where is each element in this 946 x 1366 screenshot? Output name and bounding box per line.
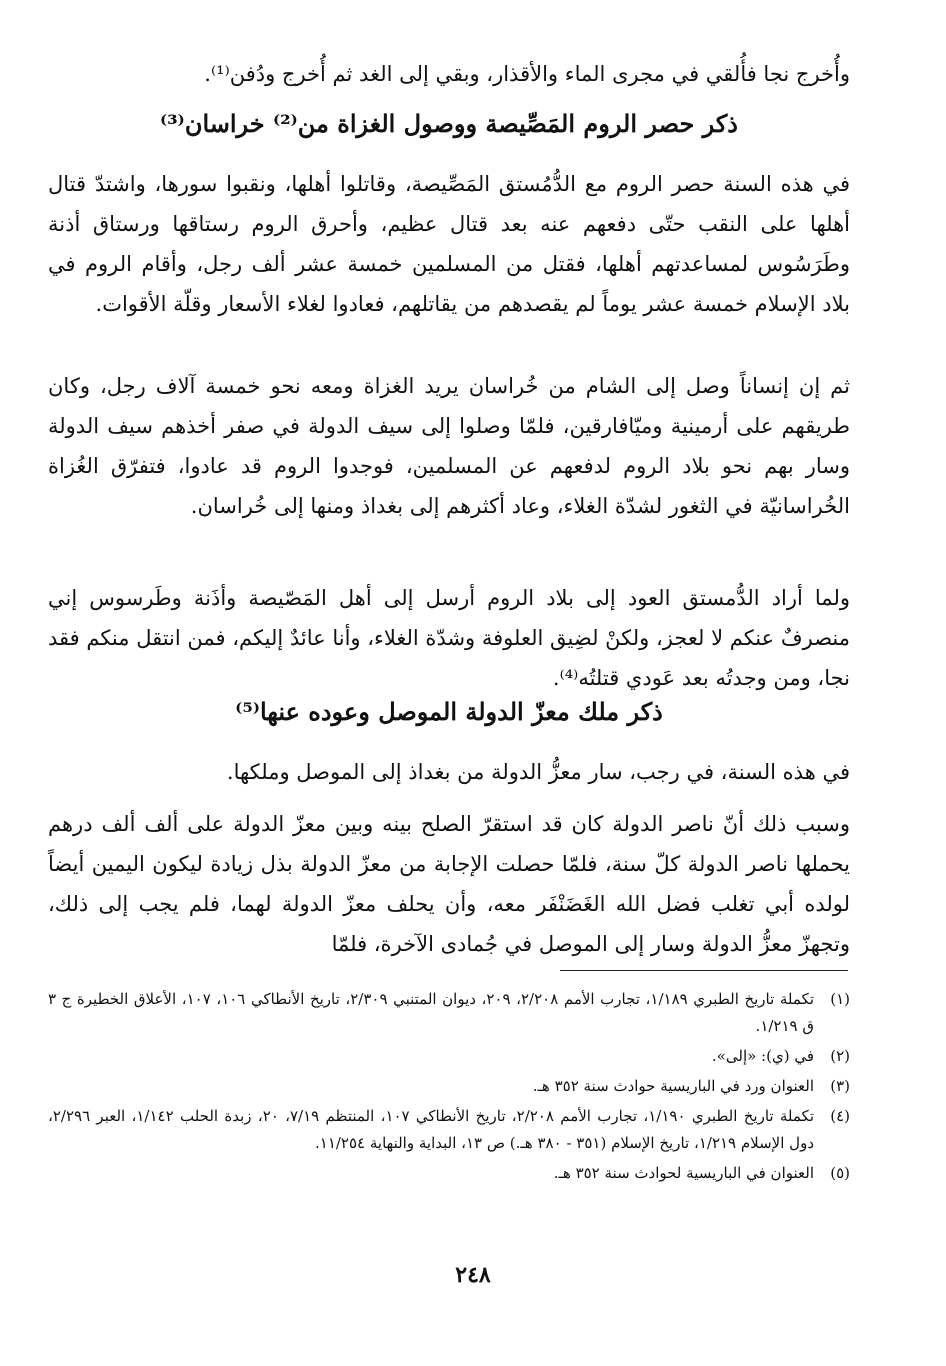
footnote-5 [48, 1160, 850, 1187]
footnote-number: (٥) [830, 1164, 850, 1182]
footnote-text: العنوان في الباريسية لحوادث سنة ٣٥٢ هـ. [553, 1164, 814, 1182]
footnotes [48, 986, 850, 1190]
page-number: ٢٤٨ [455, 1262, 491, 1288]
footnote-2 [48, 1043, 850, 1070]
footnote-number: (٤) [830, 1107, 850, 1125]
top-line-block [48, 54, 850, 94]
paragraph-2: ثم إن إنساناً وصل إلى الشام من خُراسان يريد الغزاة ومعه نحو خمسة آلاف رجل، وكان طريقهم على أرمينية وميّافارقين، فلمّا وصلوا إلى سيف الدولة في صفر أخذهم سيف الدولة وسار بهم نحو بلاد الروم لدفعهم عن المسلمين، فوجدوا الروم قد عادوا، فتفرّق الغُزاة الخُراسانيّة في الثغور لشدّة الغلاء، وعاد أكثرهم إلى بغداذ ومنها إلى خُراسان. [48, 374, 850, 518]
footnote-text: تكملة تاريخ الطبري ١/١٩٠، تجارب الأمم ٢/٢٠٨، تاريخ الأنطاكي ١٠٧، المنتظم ٧/١٩، ٢٠، زبدة الحلب ١/١٤٢، العبر ٢/٢٩٦، دول الإسلام ١/٢١٩، تاريخ الإسلام (٣٥١ - ٣٨٠ هـ.) ص ١٣، البداية والنهاية ١١/٢٥٤. [48, 1107, 815, 1152]
paragraph-3: ولما أراد الدُّمستق العود إلى بلاد الروم أرسل إلى أهل المَصّيصة وأذَنة وطَرسوس إني منصرفٌ عنكم لا لعجز، ولكنْ لضِيق العلوفة وشدّة الغلاء، وأنا عائدٌ إليكم، فمن انتقل منكم فقد نجا، ومن وجدتُه بعد عَودي قتلتُه⁽⁴⁾. [48, 586, 850, 690]
footnote-separator [560, 970, 848, 971]
footnote-number: (٣) [830, 1077, 850, 1095]
footnote-3 [48, 1073, 850, 1100]
footnote-1 [48, 986, 850, 1040]
section-heading-2: ذكر ملك معزّ الدولة الموصل وعوده عنها⁽⁵⁾ [235, 697, 663, 726]
paragraph-4-block [48, 752, 850, 792]
footnote-number: (١) [830, 990, 850, 1008]
footnote-4 [48, 1103, 850, 1157]
paragraph-1: في هذه السنة حصر الروم مع الدُّمُستق المَصِّيصة، وقاتلوا أهلها، ونقبوا سورها، واشتدّ قتال أهلها على النقب حتّى دفعهم عنه بعد قتال عظيم، وأحرق الروم رستاقها ورستاق أذنة وطَرَسُوس لمساعدتهم أهلها، فقتل من المسلمين خمسة عشر ألف رجل، وأقام الروم في بلاد الإسلام خمسة عشر يوماً لم يقصدهم من يقاتلهم، فعادوا لغلاء الأسعار وقلّة الأقوات. [48, 172, 850, 316]
paragraph-3-block [48, 578, 850, 698]
paragraph-4: في هذه السنة، في رجب، سار معزُّ الدولة من بغداذ إلى الموصل وملكها. [226, 760, 850, 784]
paragraph-1-block [48, 164, 850, 324]
paragraph-5: وسبب ذلك أنّ ناصر الدولة كان قد استقرّ الصلح بينه وبين معزّ الدولة على ألف ألف درهم يحملها ناصر الدولة كلّ سنة، فلمّا حصلت الإجابة من معزّ الدولة بذل زيادة ليكون اليمين أيضاً لولده أبي تغلب فضل الله الغَضَنْفَر معه، وأن يحلف معزّ الدولة لهما، فلم يجب إلى ذلك، وتجهزّ معزُّ الدولة وسار إلى الموصل في جُمادى الآخرة، فلمّا [48, 812, 850, 956]
footnote-text: العنوان ورد في الباريسية حوادث سنة ٣٥٢ هـ. [532, 1077, 814, 1095]
section-heading-1: ذكر حصر الروم المَصِّيصة ووصول الغزاة من⁽²⁾ خراسان⁽³⁾ [160, 109, 738, 138]
footnote-text: في (ي): «إلى». [711, 1047, 814, 1065]
paragraph-2-block [48, 366, 850, 526]
footnote-number: (٢) [830, 1047, 850, 1065]
paragraph-5-block [48, 804, 850, 964]
footnote-text: تكملة تاريخ الطبري ١/١٨٩، تجارب الأمم ٢/٢٠٨، ٢٠٩، ديوان المتنبي ٢/٣٠٩، تاريخ الأنطاكي ١٠٦، ١٠٧، الأعلاق الخطيرة ج ٣ ق ١/٢١٩. [48, 990, 815, 1035]
continuation-line: وأُخرج نجا فأُلقي في مجرى الماء والأقذار، وبقي إلى الغد ثم أُخرج ودُفن⁽¹⁾. [204, 62, 850, 86]
